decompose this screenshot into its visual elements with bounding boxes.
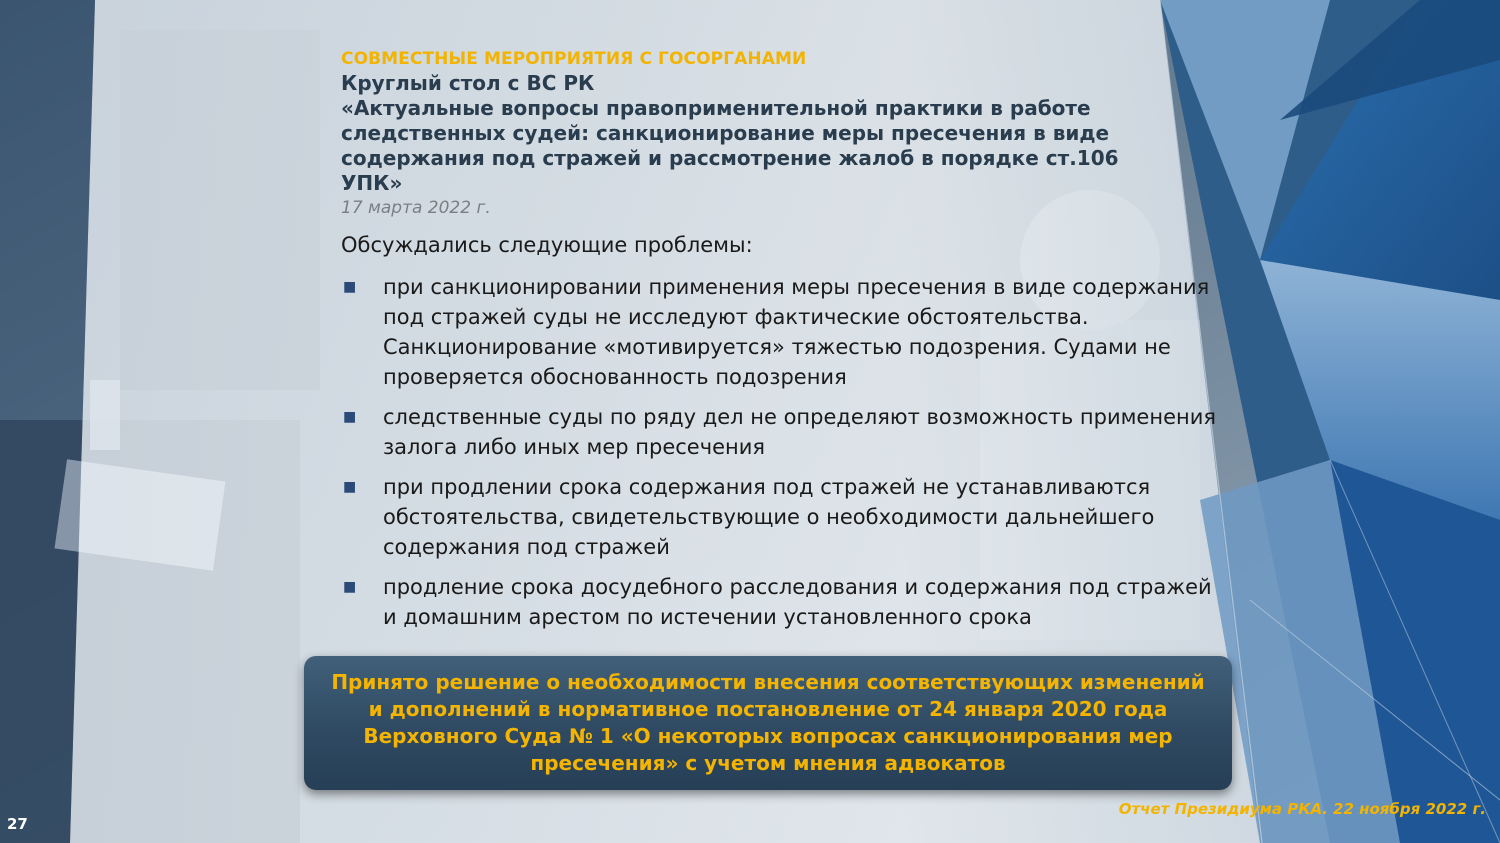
event-date: 17 марта 2022 г. [341, 198, 491, 218]
square-bullet-icon: ■ [343, 479, 357, 495]
issues-intro: Обсуждались следующие проблемы: [341, 233, 753, 257]
event-subtitle: «Актуальные вопросы правоприменительной практики в работе следственных судей: санкционирование меры пресечения в виде содержания под стражей и рассмотрение жалоб в порядке ст.106 УПК» [341, 96, 1119, 195]
square-bullet-icon: ■ [343, 279, 357, 295]
page-number: 27 [7, 815, 28, 833]
square-bullet-icon: ■ [343, 579, 357, 595]
list-item [341, 572, 1223, 632]
list-item [341, 272, 1223, 392]
main-content [341, 48, 1221, 642]
issue-text: продление срока досудебного расследования и содержания под стражей и домашним арестом по истечении установленного срока [383, 575, 1212, 629]
section-title: СОВМЕСТНЫЕ МЕРОПРИЯТИЯ С ГОСОРГАНАМИ [341, 49, 807, 69]
square-bullet-icon: ■ [343, 409, 357, 425]
footer-report: Отчет Президиума РКА. 22 ноября 2022 г. [1118, 800, 1486, 818]
issue-text: следственные суды по ряду дел не определяют возможность применения залога либо иных мер пресечения [383, 405, 1217, 459]
decision-text: Принято решение о необходимости внесения соответствующих изменений и дополнений в нормативное постановление от 24 января 2020 года Верховного Суда № 1 «О некоторых вопросах санкционирования мер пресечения» с учетом мнения адвокатов [331, 670, 1205, 775]
issues-list [341, 272, 1221, 632]
list-item [341, 472, 1223, 562]
issue-text: при продлении срока содержания под стражей не устанавливаются обстоятельства, свидетельствующие о необходимости дальнейшего содержания под стражей [383, 475, 1155, 559]
event-title: Круглый стол с ВС РК [341, 71, 595, 95]
list-item [341, 402, 1223, 462]
issue-text: при санкционировании применения меры пресечения в виде содержания под стражей суды не исследуют фактические обстоятельства. Санкционирование «мотивируется» тяжестью подозрения. Судами не проверяется обоснованность подозрения [383, 275, 1210, 389]
decision-panel [304, 656, 1232, 790]
